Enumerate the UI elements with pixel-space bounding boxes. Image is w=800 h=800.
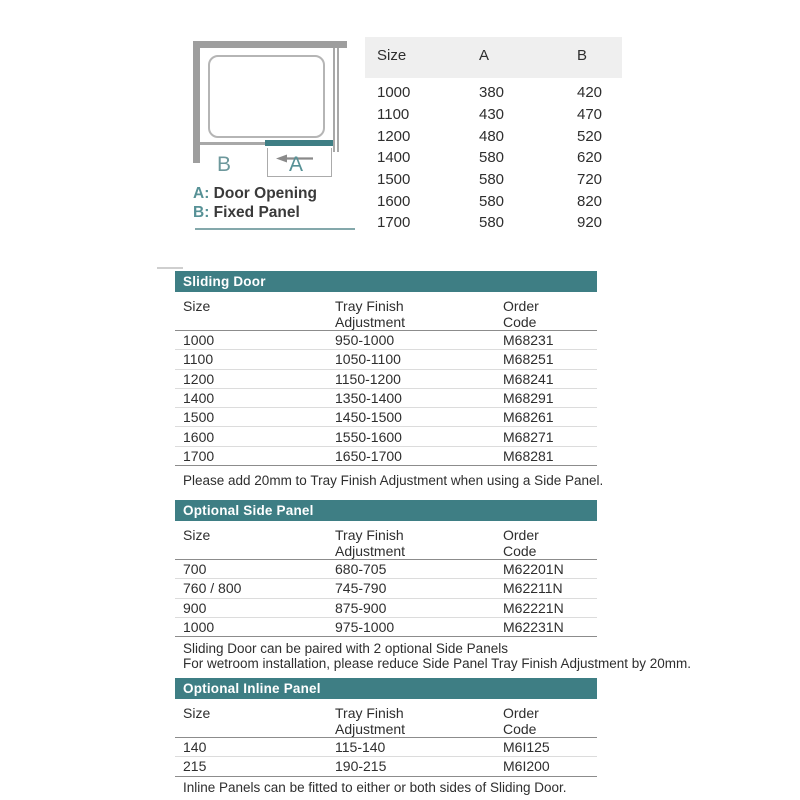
size-cell: 1500 [377,171,411,189]
col-header-tray-finish [335,298,503,330]
size-cell: 1000 [183,332,215,349]
col-header-order-line1: Order [503,527,539,543]
tray-adjustment-cell: 680-705 [335,561,387,578]
dim-a-cell: 480 [479,127,505,145]
order-code-cell: M68261 [503,409,554,426]
size-cell: 1700 [377,214,411,232]
dim-b-cell: 420 [577,84,603,102]
dimension-tick-right [331,148,332,177]
tray-adjustment-cell: 1550-1600 [335,428,402,445]
sliding-door-table-body [175,331,597,466]
dim-b-cell: 920 [577,214,603,232]
col-header-tray-line1: Tray Finish [335,298,404,314]
table-row [175,599,597,618]
tray-adjustment-cell: 745-790 [335,580,387,597]
col-header-tray-line2: Adjustment [335,314,406,330]
size-table-row [365,104,622,126]
table-row [175,447,597,466]
col-header-tray-line2: Adjustment [335,721,406,737]
order-code-cell: M68291 [503,390,554,407]
size-table-row [365,169,622,191]
table-row [175,618,597,637]
tray-adjustment-cell: 190-215 [335,758,387,775]
order-code-cell: M68271 [503,428,554,445]
table-row [175,389,597,408]
tray-adjustment-cell: 950-1000 [335,332,395,349]
legend-divider [195,228,355,230]
col-header-order-code [503,527,597,559]
col-header-tray-finish [335,705,503,737]
legend-key-b: B: [193,204,210,221]
size-table-body [365,82,622,234]
dim-a-cell: 580 [479,214,505,232]
dim-a-cell: 430 [479,106,505,124]
order-code-cell: M62211N [503,580,563,597]
col-header-order-code [503,705,597,737]
tray-adjustment-cell: 1150-1200 [335,370,401,387]
page-margin-rule [157,267,183,269]
size-cell: 1400 [377,149,411,167]
size-cell: 760 / 800 [183,580,242,597]
dimension-tick-left [267,148,268,177]
size-cell: 1700 [183,447,215,464]
dim-b-cell: 720 [577,171,603,189]
size-table-col-b: B [577,47,588,64]
fixed-panel-edge [200,142,270,145]
size-cell: 1100 [377,106,410,124]
col-header-order-line2: Code [503,543,537,559]
table-row [175,560,597,579]
size-cell: 1100 [183,351,214,368]
tray-adjustment-cell: 1350-1400 [335,390,402,407]
wall-top [193,41,347,48]
size-table-row [365,212,622,234]
tray-adjustment-cell: 115-140 [335,739,386,756]
sliding-door-bar [265,140,333,146]
inline-panel-column-headers [175,701,597,738]
size-cell: 1200 [183,370,215,387]
table-row [175,408,597,427]
tray-adjustment-cell: 875-900 [335,599,387,616]
inline-panel-note: Inline Panels can be fitted to either or both sides of Sliding Door. [183,780,567,795]
order-code-cell: M68231 [503,332,554,349]
inline-panel-table-body [175,738,597,777]
size-table-header [365,37,622,78]
order-code-cell: M6I125 [503,739,550,756]
size-table-row [365,190,622,212]
col-header-size: Size [183,298,211,314]
side-panel-column-headers [175,523,597,560]
col-header-order-code [503,298,597,330]
sliding-door-note: Please add 20mm to Tray Finish Adjustment when using a Side Panel. [183,473,604,488]
size-cell: 140 [183,739,207,756]
col-header-tray-finish [335,527,503,559]
wall-left [193,41,200,163]
diagram-legend [193,184,317,222]
size-cell: 900 [183,599,207,616]
col-header-size: Size [183,705,211,721]
size-cell: 1000 [377,84,411,102]
table-row [175,579,597,598]
order-code-cell: M62221N [503,599,564,616]
sliding-door-column-headers [175,294,597,331]
legend-text-a: Door Opening [209,185,317,202]
col-header-order-line1: Order [503,705,539,721]
tray-adjustment-cell: 1450-1500 [335,409,402,426]
table-row [175,331,597,350]
dim-b-cell: 520 [577,127,603,145]
legend-key-a: A: [193,185,210,202]
table-row [175,427,597,446]
size-table-col-size: Size [377,47,407,64]
table-row [175,370,597,389]
legend-item-b [193,203,317,222]
size-cell: 1600 [183,428,215,445]
tray-adjustment-cell: 1050-1100 [335,351,401,368]
col-header-order-line1: Order [503,298,539,314]
side-panel-table-body [175,560,597,637]
order-code-cell: M62201N [503,561,564,578]
size-cell: 1200 [377,127,411,145]
dim-b-cell: 470 [577,106,603,124]
size-cell: 1400 [183,390,215,407]
diagram-label-b: B [217,153,232,176]
tray-adjustment-cell: 975-1000 [335,619,395,636]
dim-a-cell: 580 [479,171,505,189]
size-cell: 1600 [377,192,411,210]
order-code-cell: M62231N [503,619,564,636]
size-cell: 1500 [183,409,215,426]
legend-item-a [193,184,317,203]
size-cell: 215 [183,758,207,775]
diagram-label-a: A [289,153,304,176]
side-panel-note-1: Sliding Door can be paired with 2 optional Side Panels [183,641,508,656]
table-row [175,350,597,369]
size-table-col-a: A [479,47,490,64]
table-row [175,738,597,757]
dim-a-cell: 380 [479,84,505,102]
order-code-cell: M68281 [503,447,554,464]
col-header-order-line2: Code [503,721,537,737]
dim-b-cell: 620 [577,149,603,167]
section-title-side-panel: Optional Side Panel [175,500,597,521]
order-code-cell: M68251 [503,351,554,368]
table-row [175,757,597,776]
section-title-inline-panel: Optional Inline Panel [175,678,597,699]
dim-a-cell: 580 [479,149,505,167]
size-cell: 700 [183,561,207,578]
legend-text-b: Fixed Panel [209,204,300,221]
section-title-sliding-door: Sliding Door [175,271,597,292]
size-table-row [365,125,622,147]
order-code-cell: M68241 [503,370,554,387]
col-header-tray-line1: Tray Finish [335,527,404,543]
size-table-row [365,82,622,104]
size-cell: 1000 [183,619,215,636]
col-header-order-line2: Code [503,314,537,330]
side-panel-note-2: For wetroom installation, please reduce Side Panel Tray Finish Adjustment by 20mm. [183,656,691,671]
col-header-tray-line1: Tray Finish [335,705,404,721]
dim-b-cell: 820 [577,192,603,210]
size-table-row [365,147,622,169]
dim-a-cell: 580 [479,192,505,210]
col-header-size: Size [183,527,211,543]
col-header-tray-line2: Adjustment [335,543,406,559]
fixed-glass-panel [333,48,339,152]
tray-adjustment-cell: 1650-1700 [335,447,402,464]
shower-tray-outline [208,55,325,138]
order-code-cell: M6I200 [503,758,550,775]
